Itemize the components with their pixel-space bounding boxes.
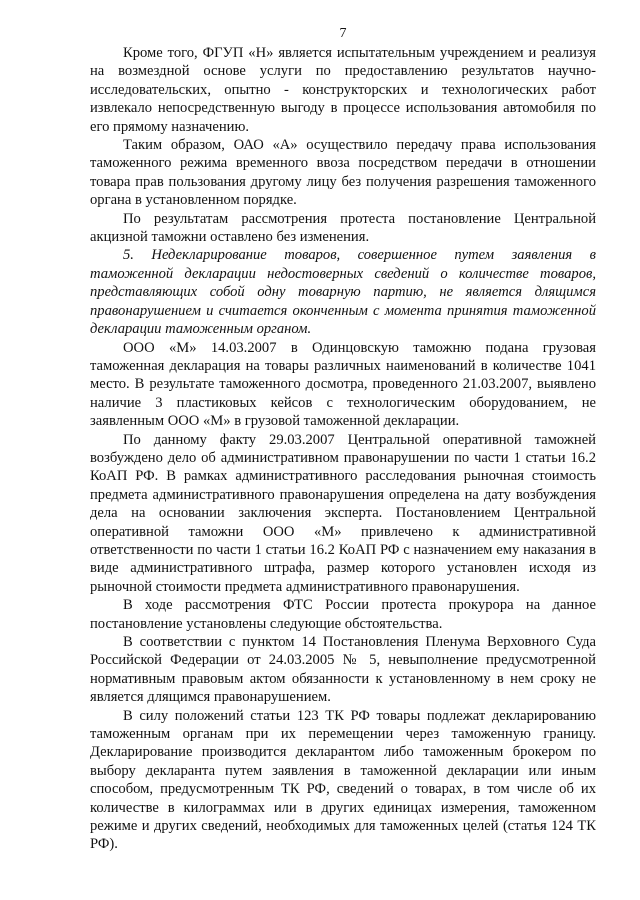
paragraph-3: По результатам рассмотрения протеста постановление Центральной акцизной таможни оставлено без изменения. [90,210,596,246]
paragraph-6: По данному факту 29.03.2007 Центральной оперативной таможней возбуждено дело об административном правонарушении по части 1 статьи 16.2 КоАП РФ. В рамках административного расследования рыночная стоимость предмета административного правонарушения определена на дату возбуждения дела на основании заключения эксперта. Постановлением Центральной оперативной таможни ООО «М» привлечено к административной ответственности по части 1 статьи 16.2 КоАП РФ с назначением ему наказания в виде административного штрафа, размер которого установлен исходя из рыночной стоимости предмета административного правонарушения. [90,431,596,595]
paragraph-2: Таким образом, ОАО «А» осуществило передачу права использования таможенного режима временного ввоза посредством передачи в отношении товара прав пользования другому лицу без получения разрешения таможенного органа в установленном порядке. [90,137,596,209]
paragraph-9: В силу положений статьи 123 ТК РФ товары подлежат декларированию таможенным органам при их перемещении через таможенную границу. Декларирование производится декларантом либо таможенным брокером по выбору декларанта путем заявления в таможенной декларации или иным способом, предусмотренным ТК РФ, сведений о товарах, в том числе об их количестве в килограммах или в других единицах измерения, таможенном режиме и других сведений, необходимых для таможенных целей (статья 124 ТК РФ). [90,707,596,853]
paragraph-1: Кроме того, ФГУП «Н» является испытательным учреждением и реализуя на возмездной основе услуги по предоставлению результатов научно-исследовательских, опытно - конструкторских и технологических работ извлекало непосредственную выгоду в процессе использования автомобиля по его прямому назначению. [90,45,596,135]
paragraph-7: В ходе рассмотрения ФТС России протеста прокурора на данное постановление установлены следующие обстоятельства. [90,597,596,632]
paragraph-4-italic-thesis: 5. Недекларирование товаров, совершенное путем заявления в таможенной декларации недостоверных сведений о количестве товаров, представляющих собой одну товарную партию, не является длящимся правонарушением и считается оконченным с момента принятия таможенной декларации таможенным органом. [90,247,596,338]
paragraph-5: ООО «М» 14.03.2007 в Одинцовскую таможню подана грузовая таможенная декларация на товары различных наименований в количестве 1041 место. В результате таможенного досмотра, проведенного 21.03.2007, выявлено наличие 3 пластиковых кейсов с технологическим оборудованием, не заявленным ООО «М» в грузовой таможенной декларации. [90,339,596,430]
paragraph-8: В соответствии с пунктом 14 Постановления Пленума Верховного Суда Российской Федерации от 24.03.2005 № 5, невыполнение предусмотренной нормативным правовым актом обязанности к установленному в нем сроку не является длящимся правонарушением. [90,634,596,706]
page-number: 7 [339,26,347,41]
